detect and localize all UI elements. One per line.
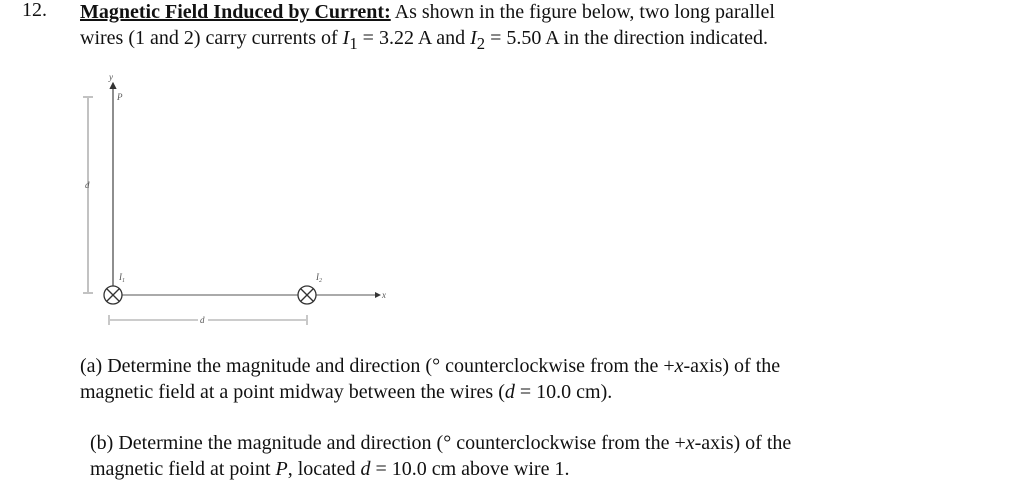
current-2-subscript: 2: [476, 34, 486, 53]
vertical-d-label: d: [85, 180, 90, 190]
part-a-line-1: (a) Determine the magnitude and direction (° counterclockwise from the +x-axis) of the: [80, 355, 781, 377]
wire-1-current-label: $I_1$: [119, 272, 125, 284]
wire-2-current-label: $I_2$: [316, 272, 322, 284]
part-b-line-2: magnetic field at point P, located d = 10.0 cm above wire 1.: [90, 458, 570, 480]
wire-1-into-page-icon: [104, 286, 122, 304]
current-1-value: = 3.22 A and: [357, 27, 471, 49]
question-number: 12.: [22, 0, 47, 21]
point-p-label: P: [117, 92, 123, 102]
part-a-question: [80, 353, 980, 405]
part-b-line-1: (b) Determine the magnitude and direction (° counterclockwise from the +x-axis) of the: [90, 432, 792, 454]
current-1-subscript: 1: [349, 34, 358, 53]
part-b-question: [90, 430, 990, 482]
statement-line-2-text: wires (1 and 2) carry currents of: [80, 27, 343, 49]
horizontal-d-label: d: [200, 315, 205, 325]
current-2-symbol: I: [470, 27, 477, 49]
current-2-value: = 5.50 A in the direction indicated.: [485, 27, 768, 49]
x-axis-label: x: [382, 290, 386, 300]
part-a-line-2: magnetic field at a point midway between the wires (d = 10.0 cm).: [80, 381, 613, 403]
wire-figure: [0, 0, 420, 340]
wire-2-into-page-icon: [298, 286, 316, 304]
y-axis-label: y: [109, 72, 113, 82]
statement-line-1-text: As shown in the figure below, two long parallel: [390, 1, 775, 23]
current-1-symbol: I: [342, 27, 350, 49]
problem-title: Magnetic Field Induced by Current:: [80, 1, 391, 23]
